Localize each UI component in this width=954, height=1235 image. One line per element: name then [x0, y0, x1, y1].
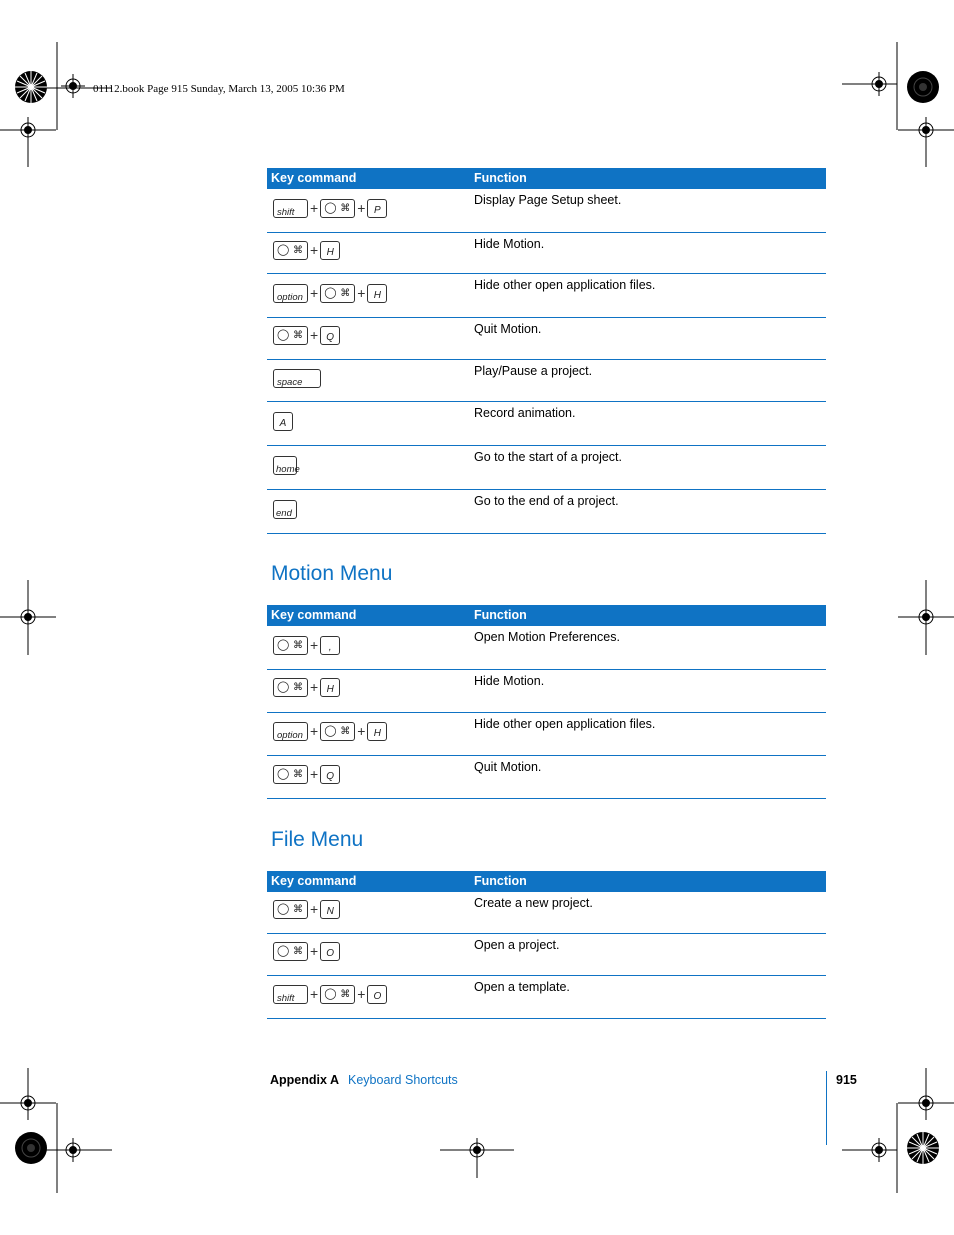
table-row: [267, 713, 826, 756]
letter-key: Q: [320, 765, 340, 784]
plus-sign: +: [310, 723, 319, 739]
table-row: [267, 892, 826, 934]
table-row: [267, 490, 826, 534]
letter-key: P: [367, 199, 387, 218]
space-key: space: [273, 369, 321, 388]
command-key: [273, 241, 308, 260]
plus-sign: +: [357, 200, 366, 216]
command-icon: ⌘: [340, 989, 351, 1000]
shift-key: shift: [273, 199, 308, 218]
table-row: [267, 976, 826, 1019]
table-row: [267, 274, 826, 318]
command-icon: ⌘: [293, 769, 303, 780]
command-key: [273, 765, 308, 784]
option-key: option: [273, 284, 308, 303]
key-combo: [273, 284, 387, 303]
apple-icon: ◯: [277, 681, 290, 693]
key-combo: [273, 722, 387, 741]
command-icon: ⌘: [293, 946, 303, 957]
apple-icon: ◯: [277, 903, 290, 915]
command-key: [273, 942, 308, 961]
plus-sign: +: [310, 901, 319, 917]
plus-sign: +: [357, 723, 366, 739]
command-icon: ⌘: [293, 640, 303, 651]
function-text: Hide Motion.: [474, 237, 545, 251]
table-header: [267, 871, 826, 892]
function-text: Quit Motion.: [474, 760, 542, 774]
plus-sign: +: [310, 637, 319, 653]
command-key: [273, 678, 308, 697]
apple-icon: ◯: [324, 287, 337, 299]
key-combo: [273, 636, 340, 655]
key-combo: [273, 456, 300, 475]
option-key: option: [273, 722, 308, 741]
function-text: Quit Motion.: [474, 322, 542, 336]
footer-divider: [826, 1071, 827, 1145]
command-icon: ⌘: [293, 682, 303, 693]
letter-key: H: [320, 678, 340, 697]
apple-icon: ◯: [277, 639, 290, 651]
apple-icon: ◯: [324, 202, 337, 214]
home-key: home: [273, 456, 297, 475]
key-combo: [273, 942, 340, 961]
function-text: Go to the end of a project.: [474, 494, 619, 508]
function-text: Create a new project.: [474, 896, 593, 910]
command-key: [320, 722, 355, 741]
header-function: Function: [474, 608, 527, 622]
header-key-command: Key command: [271, 874, 357, 888]
function-text: Open Motion Preferences.: [474, 630, 620, 644]
function-text: Play/Pause a project.: [474, 364, 593, 378]
key-combo: [273, 199, 387, 218]
section-heading-file-menu: File Menu: [271, 828, 364, 851]
command-key: [320, 199, 355, 218]
letter-key: Q: [320, 326, 340, 345]
letter-key: O: [367, 985, 387, 1004]
page-number: 915: [836, 1073, 857, 1087]
letter-key: N: [320, 900, 340, 919]
table-row: [267, 934, 826, 976]
print-slug: 01112.book Page 915 Sunday, March 13, 2005 10:36 PM: [93, 83, 345, 95]
command-key: [273, 636, 308, 655]
key-combo: [273, 678, 340, 697]
function-text: Hide other open application files.: [474, 717, 656, 731]
function-text: Go to the start of a project.: [474, 450, 622, 464]
footer-chapter-title: Keyboard Shortcuts: [348, 1073, 458, 1087]
plus-sign: +: [310, 200, 319, 216]
letter-key: O: [320, 942, 340, 961]
command-key: [320, 284, 355, 303]
table-row: [267, 756, 826, 799]
command-icon: ⌘: [340, 288, 351, 299]
table-row: [267, 402, 826, 446]
key-combo: [273, 985, 387, 1004]
comma-key: ,: [320, 636, 340, 655]
command-icon: ⌘: [340, 203, 351, 214]
plus-sign: +: [310, 943, 319, 959]
apple-icon: ◯: [324, 725, 337, 737]
key-combo: [273, 326, 340, 345]
table-header: [267, 168, 826, 189]
table-row: [267, 446, 826, 490]
table-row: [267, 233, 826, 274]
command-icon: ⌘: [340, 726, 351, 737]
key-combo: [273, 412, 293, 431]
command-key: [273, 326, 308, 345]
table-row: [267, 189, 826, 233]
section-heading-motion-menu: Motion Menu: [271, 562, 393, 585]
end-key: end: [273, 500, 297, 519]
function-text: Hide Motion.: [474, 674, 545, 688]
header-function: Function: [474, 874, 527, 888]
footer-appendix-label: Appendix A: [270, 1073, 339, 1087]
key-combo: [273, 241, 340, 260]
table-row: [267, 670, 826, 713]
command-icon: ⌘: [293, 330, 303, 341]
header-function: Function: [474, 171, 527, 185]
table-header: [267, 605, 826, 626]
command-key: [273, 900, 308, 919]
function-text: Hide other open application files.: [474, 278, 656, 292]
table-row: [267, 318, 826, 360]
key-combo: [273, 900, 340, 919]
shortcut-table-general: [267, 168, 826, 534]
function-text: Open a project.: [474, 938, 560, 952]
command-icon: ⌘: [293, 245, 303, 256]
apple-icon: ◯: [277, 945, 290, 957]
function-text: Open a template.: [474, 980, 570, 994]
header-key-command: Key command: [271, 608, 357, 622]
plus-sign: +: [357, 285, 366, 301]
table-row: [267, 626, 826, 670]
letter-key: A: [273, 412, 293, 431]
apple-icon: ◯: [277, 329, 290, 341]
apple-icon: ◯: [277, 768, 290, 780]
letter-key: H: [367, 284, 387, 303]
plus-sign: +: [310, 679, 319, 695]
plus-sign: +: [357, 986, 366, 1002]
command-key: [320, 985, 355, 1004]
plus-sign: +: [310, 242, 319, 258]
function-text: Display Page Setup sheet.: [474, 193, 622, 207]
function-text: Record animation.: [474, 406, 576, 420]
key-combo: [273, 369, 321, 388]
header-key-command: Key command: [271, 171, 357, 185]
key-combo: [273, 765, 340, 784]
table-row: [267, 360, 826, 402]
shift-key: shift: [273, 985, 308, 1004]
plus-sign: +: [310, 766, 319, 782]
apple-icon: ◯: [324, 988, 337, 1000]
shortcut-table-file-menu: [267, 871, 826, 1019]
key-combo: [273, 500, 297, 519]
apple-icon: ◯: [277, 244, 290, 256]
command-icon: ⌘: [293, 904, 303, 915]
plus-sign: +: [310, 285, 319, 301]
letter-key: H: [320, 241, 340, 260]
plus-sign: +: [310, 986, 319, 1002]
plus-sign: +: [310, 327, 319, 343]
letter-key: H: [367, 722, 387, 741]
shortcut-table-motion-menu: [267, 605, 826, 799]
